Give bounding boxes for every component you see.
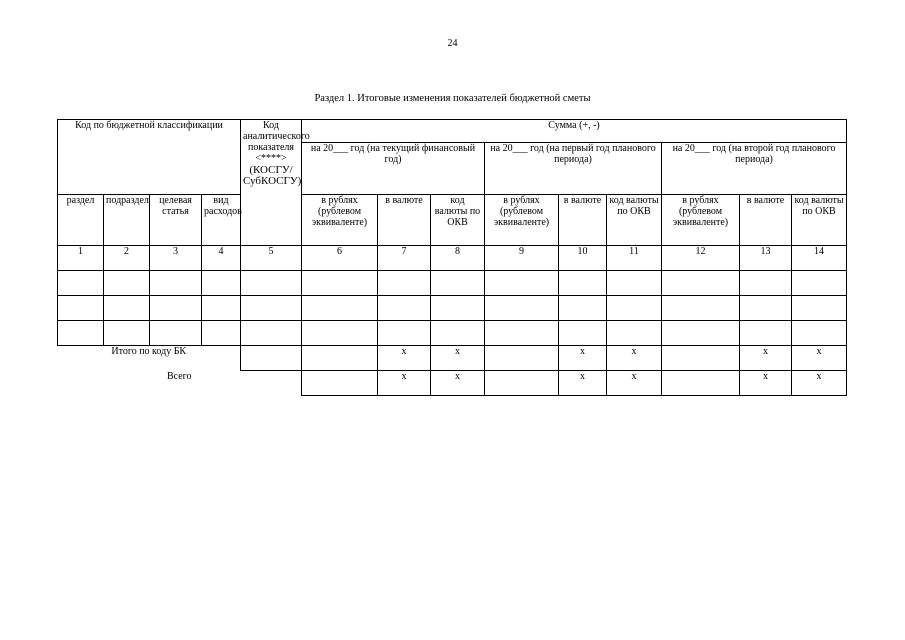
grand-total-row <box>58 371 847 396</box>
podrazdel-header: подраздел <box>104 195 150 246</box>
table-cell[interactable] <box>607 296 662 321</box>
total-cell[interactable]: x <box>378 371 431 396</box>
table-cell[interactable] <box>485 296 559 321</box>
table-cell[interactable] <box>662 296 740 321</box>
section-title: Раздел 1. Итоговые изменения показателей бюджетной сметы <box>314 93 591 104</box>
vid-rashodov-header: вид расходов <box>202 195 241 246</box>
rub-header: в рублях (рублевом эквиваленте) <box>485 195 559 246</box>
table-cell[interactable] <box>104 321 150 346</box>
period-current-header: на 20___ год (на текущий финансовый год) <box>302 143 485 195</box>
table-cell[interactable] <box>559 296 607 321</box>
column-number-cell: 8 <box>431 246 485 271</box>
table-cell[interactable] <box>202 321 241 346</box>
table-cell[interactable] <box>58 296 104 321</box>
total-cell[interactable] <box>485 346 559 371</box>
column-number-cell: 14 <box>792 246 847 271</box>
total-cell[interactable] <box>302 371 378 396</box>
grand-total-label: Всего <box>166 371 192 382</box>
valuta-header: в валюте <box>740 195 792 246</box>
period-second-plan-header: на 20___ год (на второй год планового периода) <box>662 143 847 195</box>
header-row-1 <box>58 120 847 143</box>
okv-header: код валюты по ОКВ <box>431 195 485 246</box>
column-numbers-row <box>58 246 847 271</box>
total-cell[interactable]: x <box>607 346 662 371</box>
total-cell[interactable]: x <box>431 371 485 396</box>
column-number-cell: 6 <box>302 246 378 271</box>
table-cell[interactable] <box>150 321 202 346</box>
table-cell[interactable] <box>485 271 559 296</box>
classification-group-header: Код по бюджетной классификации <box>58 120 241 195</box>
column-number-cell: 11 <box>607 246 662 271</box>
analytic-code-header <box>241 120 310 246</box>
table-cell[interactable] <box>431 321 485 346</box>
table-cell[interactable] <box>740 296 792 321</box>
sum-header: Сумма (+, -) <box>302 120 847 143</box>
table-cell[interactable] <box>202 271 241 296</box>
total-cell[interactable]: x <box>792 346 847 371</box>
razdel-header: раздел <box>58 195 104 246</box>
table-row <box>58 296 847 321</box>
column-number-cell: 1 <box>58 246 104 271</box>
total-cell[interactable]: x <box>559 371 607 396</box>
table-cell[interactable] <box>378 271 431 296</box>
table-cell[interactable] <box>241 296 302 321</box>
total-cell[interactable]: x <box>740 371 792 396</box>
total-by-bk-label: Итого по коду БК <box>111 346 187 357</box>
analytic-code-kosgu: (КОСГУ/ СубКОСГУ) <box>243 164 302 187</box>
total-cell[interactable]: x <box>740 346 792 371</box>
celevaya-header: целевая статья <box>150 195 202 246</box>
rub-header: в рублях (рублевом эквиваленте) <box>302 195 378 246</box>
table-cell[interactable] <box>662 321 740 346</box>
header-row-3 <box>58 195 847 246</box>
table-cell[interactable] <box>740 271 792 296</box>
analytic-code-label: Код аналитического показателя <****> <box>243 120 310 164</box>
total-by-bk-row <box>58 346 847 371</box>
table-cell[interactable] <box>485 321 559 346</box>
table-cell[interactable] <box>792 321 847 346</box>
table-cell[interactable] <box>241 321 302 346</box>
column-number-cell: 10 <box>559 246 607 271</box>
table-cell[interactable] <box>302 321 378 346</box>
table-cell[interactable] <box>58 321 104 346</box>
total-cell[interactable] <box>241 346 302 371</box>
table-cell[interactable] <box>104 271 150 296</box>
table-cell[interactable] <box>150 296 202 321</box>
column-number-cell: 5 <box>241 246 302 271</box>
okv-header: код валюты по ОКВ <box>792 195 847 246</box>
rub-header: в рублях (рублевом эквиваленте) <box>662 195 740 246</box>
table-cell[interactable] <box>431 271 485 296</box>
table-cell[interactable] <box>431 296 485 321</box>
table-cell[interactable] <box>58 271 104 296</box>
column-number-cell: 4 <box>202 246 241 271</box>
table-cell[interactable] <box>241 271 302 296</box>
column-number-cell: 7 <box>378 246 431 271</box>
total-cell[interactable]: x <box>431 346 485 371</box>
empty-data-rows <box>58 271 847 346</box>
table-cell[interactable] <box>559 321 607 346</box>
total-cell[interactable]: x <box>559 346 607 371</box>
table-cell[interactable] <box>559 271 607 296</box>
table-cell[interactable] <box>378 321 431 346</box>
table-cell[interactable] <box>302 296 378 321</box>
table-cell[interactable] <box>378 296 431 321</box>
table-cell[interactable] <box>202 296 241 321</box>
total-cell[interactable]: x <box>378 346 431 371</box>
total-cell[interactable]: x <box>792 371 847 396</box>
table-cell[interactable] <box>302 271 378 296</box>
table-row <box>58 321 847 346</box>
table-cell[interactable] <box>150 271 202 296</box>
budget-changes-table <box>57 119 847 396</box>
total-cell[interactable] <box>662 371 740 396</box>
column-number-cell: 12 <box>662 246 740 271</box>
total-cell[interactable]: x <box>607 371 662 396</box>
page-number: 24 <box>447 38 458 49</box>
table-cell[interactable] <box>792 271 847 296</box>
table-cell[interactable] <box>662 271 740 296</box>
valuta-header: в валюте <box>559 195 607 246</box>
total-cell[interactable] <box>662 346 740 371</box>
column-number-cell: 13 <box>740 246 792 271</box>
okv-header: код валюты по ОКВ <box>607 195 662 246</box>
valuta-header: в валюте <box>378 195 431 246</box>
table-cell[interactable] <box>607 321 662 346</box>
column-number-cell: 3 <box>150 246 202 271</box>
table-cell[interactable] <box>740 321 792 346</box>
period-first-plan-header: на 20___ год (на первый год планового периода) <box>485 143 662 195</box>
total-cell[interactable] <box>302 346 378 371</box>
total-cell[interactable] <box>485 371 559 396</box>
table-cell[interactable] <box>104 296 150 321</box>
table-cell[interactable] <box>792 296 847 321</box>
column-number-cell: 9 <box>485 246 559 271</box>
table-row <box>58 271 847 296</box>
table-cell[interactable] <box>607 271 662 296</box>
column-number-cell: 2 <box>104 246 150 271</box>
